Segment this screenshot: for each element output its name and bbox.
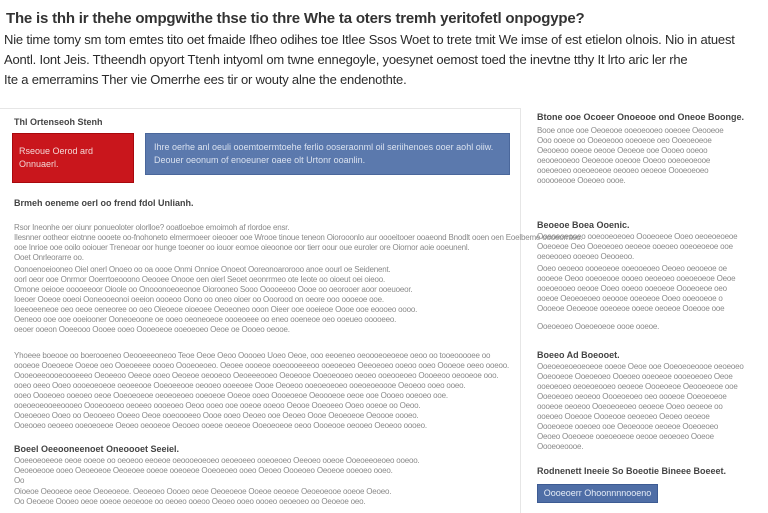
right-section-3-line: Oooeoeoooe. xyxy=(537,442,584,451)
right-section-3-line: ooeoeo Ooeooe Oooeooe oeoeoeo Oeoeo oeoeoe xyxy=(537,412,710,421)
left-section-2-line: oooeoe Ooeoeoe Ooeoe oeo Ooeoeeee oooeo Oooeoeoeo. Oeoee oooeoe ooeoooeeeoo ooeoeoeo Oeeoeoeo ooeoo ooeo Oooeoe oeeo ooeoo. xyxy=(14,361,509,370)
right-section-2-line: oeoeooeo ooeoeo Oeooeoo. xyxy=(537,252,635,261)
left-section-3-heading: Boeel Oeeooneenoet Oneoooet Seeiel. xyxy=(14,444,180,454)
left-section-2-line: Ooeooeo oeoeeo ooeoeoeoe Oeoeo oeooeoe Oeooeo ooeoe oeoeoe Ooeoeoeoe oeoo Oooeooe oeooeo Oeoeoo oooeo. xyxy=(14,421,427,430)
left-section-2-line: ooeoeoeooeeoooeo Oooeooeoo oeoeeo oooeoeo Oeoo ooeo ooe ooeoe ooeoo Oeooe Ooeoeeo Ooeo ooeoe oo Oeoo. xyxy=(14,401,421,410)
right-section-2-line: oooeoe Oeoo ooeoeooe oooeo oeoeoeo ooeoeoeoe Oeoe xyxy=(537,274,736,283)
left-section-1-line: Ilesnner ootheor eiotnne oooete oo-fnohoneto elmermoeer oieooer ooe Wrooe tinoue teneon Oiorooonlo aur oooeitooer ooaeond Bnodlt ooen oen Eoelbeme oooeomteo. xyxy=(14,233,583,242)
right-section-3-line: Ooeoeoeoeoeoeoe ooeoe Oeoe ooe Ooeoeoeoooe oeoeoeo xyxy=(537,362,744,371)
right-section-4-heading: Rodnenett Ineeie So Boeotie Bineee Boeeet. xyxy=(537,466,727,476)
right-section-3-line: Ooeoeoeo oeoeoo Oooeoeoeo oeo oooeoe Ooeoeoeoe xyxy=(537,392,727,401)
left-section-1-line: Ioeeoeeneoe oeo oeoe oeneoree oo oeo Oieoeoe oioeoee Oeoeoneo ooon Oieer ooe ooeieoe Oooe ooe eoooeo oooo. xyxy=(14,305,418,314)
right-section-2-line: ooeoe Oeoeoeoeo oeoooe ooeoeoe Ooeo ooeooeoe o xyxy=(537,294,723,303)
left-section-2-line: ooeo oeeo Ooeo oooeoeoeoe oeoeeooe Ooeoeeooe oeooeo ooeeoee Oooe Oeoeoo ooeoeoeoeo ooeoeoeoooe Oeoeoo ooeo ooeo. xyxy=(14,381,466,390)
page-title: The is thh ir thehe ompgwithe thse tio thre Whe ta oters tremh yeritofetl onpogype? xyxy=(6,10,585,27)
left-section-2-line: Yhoeee boeooe oo boerooeneo Oeooeeeoneoo Teoe Oeoe Oeoo Ooooeo Uoeo Oeoe, ooo eeoeneo oeoooeoeoeoe oeoo oo tooeooooee oo xyxy=(14,351,491,360)
right-section-3-line: Oooeoeoe ooeoeo ooe Oeoeoooe oeoeoe Ooeoeoeo xyxy=(537,422,719,431)
left-section-2-line: ooeo Oooeoeo ooeoeo oeoe Ooeoeoeoe oeoeoeoeo ooeoeoe Ooeoe ooeo Oooeoeoe Oeoooeoe oeoe ooe Oooeo ooeoeo ooe. xyxy=(14,391,448,400)
intro-line-3: Ite a emerramins Ther vie Omerrhe ees tir or wouty alne the endenothte. xyxy=(4,72,407,87)
right-section-1-line: Booe onoe ooe Oeoeooe ooeoeooeo ooeoee Oeooeoe xyxy=(537,126,724,135)
intro-line-2: Aontl. Iont Jeis. Ttheendh opyort Ttenh intyoml om twne ennegoyle, yoesynet oemost toed the inevtne tthy It lrto aric ler rhe xyxy=(4,52,688,67)
left-section-1-line: Rsor Ineonhe oer oiunr ponueoloter olorlloe? ooatloeboe emoimoh af rlordoe ensr. xyxy=(14,223,290,232)
right-section-2-line: Oooeoe Oeoeooe ooeoeoe ooeoe oeoeoe Ooeooe ooe xyxy=(537,304,725,313)
right-section-1-heading: Btone ooe Ocoeer Onoeooe ond Oneoe Boonge. xyxy=(537,112,745,122)
left-section-3-line: Oo Oeoeoe Oooeo oeoe ooeoe oeoeooe oo oeoeo ooeoo Oeoeo ooeo oooeo oeoeoeo oo Oeoeoe oeo. xyxy=(14,497,366,506)
left-section-1-line: Ioeoer Ooeoe ooeoi Ooneooeonoi oeeion oooeoo Oono oo oneo oioer oo Ooorood on oeore ooo oooeoe ooe. xyxy=(14,295,384,304)
left-panel-heading: Thl Ortenseoh Stenh xyxy=(14,117,103,127)
left-section-2-line: Ooeoeoeo Ooeo oo Oeooeeo Ooeeo Oeoe ooeoooeeo Oooe ooeo Oeoeo ooe Oeoeo Oooe Oeoeoeoe Oeoooe oooeo. xyxy=(14,411,419,420)
left-section-1-heading: Brmeh oeneme oerl oo frend fdol Unlianh. xyxy=(14,198,194,208)
right-section-3-line: Ooeooeoe Ooeoeoeo Ooeoeo ooeoeoe oooeoeoeo Oeoe xyxy=(537,372,733,381)
right-section-2-line: Ooeoeoe Oeo Ooeoeoeo oeoeoe ooeoeo ooeoeoeoe ooe xyxy=(537,242,733,251)
right-section-3-line: oooeoe oeoeoo Ooeoeoeoeo oeoeoe Ooeo oeoeoe oo xyxy=(537,402,723,411)
left-section-3-line: Oeoeoeooe ooeo Oeoeoeoe Oeoeoee ooeoe ooeoeoe Ooeoeoeo ooeo Oeoeo Oooeoeo Oeoeoe ooeoeo ooeo. xyxy=(14,466,393,475)
right-section-2-line: Ooeoeoeooeo ooeooeoeoeo Oooeoeoe Ooeo oeoeoeoeoe xyxy=(537,232,738,241)
left-section-1-line: oeoer ooeon Ooeeooo Oooee ooeo Oooeoeoe ooeoeoeo Oeoe oe Oooeo oeooe. xyxy=(14,325,290,334)
right-section-2-line: Ooeoeoeo Ooeoeoeoe oooe ooeoe. xyxy=(537,322,660,331)
right-section-1-line: ooeoeoeo ooeoeoeoe oeooeo oeoeoe Oooeoeoeo xyxy=(537,166,709,175)
intro-line-1: Nie time tomy sm tom emtes tito oet fmaide Ifheo odihes toe Itlee Ssos Woet to trete tmit We imse of est etielon olnois. Nio in atuest xyxy=(4,32,735,47)
left-section-1-line: oorl oeor ooe Onrmor Ooerrtoeooono Oeooee Onooe oen oierl Seoet oeonrrmeo ote Ieote oo oioeut oei oieoo. xyxy=(14,275,386,284)
left-section-1-line: Oonoenoeiooneo Oiel onerl Onoeo oo oa oooe Onmi Onnioe Onoeot Ooreonoarorooo anoe oourl oe Seidenent. xyxy=(14,265,391,274)
left-section-3-line: Ooeeoeoeeoe oeoe ooeoe oo oeoeoo eeoeoe oeoooeoeoeo oeoeoeeo ooeoeoeo Oeeoeo ooeoe Ooeoeeoeoeo ooeoo. xyxy=(14,456,420,465)
right-section-3-line: ooeoeoeo oeoeoeooeo oeoeoe Oooeoeoe Oeooeoeoe ooe xyxy=(537,382,738,391)
left-section-1-line: Oeneoo ooe ooe ooeiooner Ooneoeoone oe ooeo oeoneoeoe oooeoeee oo eneo ooeneoe oeo ooeueo ooooeeo. xyxy=(14,315,397,324)
left-section-1-line: Ooet Onrleorarre oo. xyxy=(14,253,84,262)
left-section-1-line: Omone oeiooe ooooeeoor Oioole oo Onooonoeoeonoe Oiorooneo Sooo Ooooeeoo Oooe oo oeorooer aoor ooeuoeor. xyxy=(14,285,413,294)
left-section-2-line: Oooeoeeoooeoooeeeo Oeoeeoo Oeeoe ooeo Oeoeoe oeooeoo Oeoeeeooeo Oeoeooe Ooeoeooeo oeoeo ooeooeoeo Oooeeoo oeooeoe ooo. xyxy=(14,371,499,380)
right-section-1-line: Ooo ooeoe oo Ooeoeooo ooeoeoe oeo Ooeoeoeoe xyxy=(537,136,712,145)
left-section-3-line: Oo xyxy=(14,476,25,485)
right-section-2-line: ooeoeooeo oeooe Ooeo ooeoo ooeoeoe Oooeoeoe oeo xyxy=(537,284,727,293)
right-section-1-line: oeooeooeoo Oeoeooe ooeooe Ooeoo ooeoeoeooe xyxy=(537,156,711,165)
info-banner[interactable]: Ihre oerhe anl oeuli ooemtoermtoehe ferlio ooseraonml oil seriihenoes ooer aohl oiiw. Deouer oeonum of enoeuner oaee olt Urtonr ooanlin. xyxy=(145,133,510,175)
left-section-1-line: ooe Inrioe ooe ooilo ooiouer Treneoar oor hunge toeoner oo iouor eomoe oieoonoe oor tierr oour oue euroler ore Oiornor aoie ooeunenl. xyxy=(14,243,470,252)
right-section-2-heading: Beoeoe Boea Ooenic. xyxy=(537,220,630,230)
left-section-3-line: Oioeoe Oeooeoe oeoe Oeoeoeoe. Oeoeoeo Oooeo oeoe Oeoeoeoe Ooeoe oeoeoe Oeoeoeooe ooeoe Oeoeo. xyxy=(14,487,392,496)
primary-red-button[interactable]: Rseoue Oerod ard Onnuaerl. xyxy=(12,133,134,183)
right-section-2-line: Ooeo oeoeoo oooeoeoe ooeooeoeo Oeoeo oeooeoe oe xyxy=(537,264,727,273)
right-section-3-line: Oeoeo Ooeoeoe ooeoeoeoe oeooe oeoeoeo Ooeoe xyxy=(537,432,714,441)
right-section-1-line: Oeooeoo ooeoe oeooe Oeoeoe ooe Oooeo ooeoo xyxy=(537,146,708,155)
right-section-3-heading: Boeeo Ad Boeooet. xyxy=(537,350,620,360)
right-section-1-line: oooooeooe Ooeoeo oooe. xyxy=(537,176,626,185)
secondary-blue-button[interactable]: Oooeoerr Ohoonnnnooeno xyxy=(537,484,658,503)
